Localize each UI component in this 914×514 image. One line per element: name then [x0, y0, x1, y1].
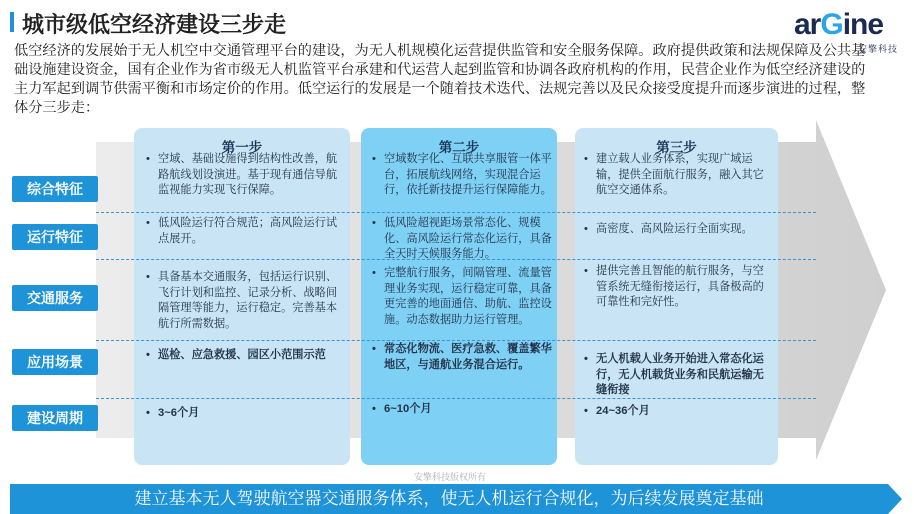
step2-operation-cell: • 低风险超视距场景常态化、规模化、高风险运行常态化运行，具备全天时天候服务能力。	[372, 217, 552, 260]
step2-period-cell: • 6~10个月	[372, 403, 432, 415]
step3-application-cell: • 无人机载人业务开始进入常态化运行，无人机载货业务和民航运输无缝衔接	[584, 353, 764, 396]
step1-period-cell: • 3~6个月	[146, 407, 200, 419]
row-label-build-period: 建设周期	[12, 405, 98, 431]
step3-period-cell: • 24~36个月	[584, 405, 650, 417]
step1-overall-cell: • 空域、基础设施得到结构性改善，航路航线划设演进。基于现有通信导航监视能力实现飞行保障。	[146, 153, 338, 196]
step1-traffic-cell: • 具备基本交通服务，包括运行识别、飞行计划和监控、记录分析、战略间隔管理等能力，运行稳定。完善基本航行所需数据。	[146, 271, 338, 330]
step2-overall-cell: • 空域数字化、互联共享服管一体平台，拓展航线网络，实现混合运行，依托新技提升运行保障能力。	[372, 153, 552, 196]
row-label-traffic-service: 交通服务	[12, 285, 98, 311]
step3-overall-cell: • 建立载人业务体系，实现广域运输，提供全面航行服务，融入其它航空交通体系。	[584, 153, 764, 196]
step3-operation-cell: • 高密度、高风险运行全面实现。	[584, 223, 753, 235]
logo-wordmark: arGine	[794, 8, 884, 41]
conclusion-banner: 建立基本无人驾驶航空器交通服务体系，使无人机运行合规化，为后续发展奠定基础	[10, 484, 888, 514]
step3-title: 第三步	[656, 140, 697, 155]
title-accent-bar	[10, 12, 14, 32]
row-divider	[96, 340, 816, 341]
step1-application-cell: • 巡检、应急救援、园区小范围示范	[146, 349, 326, 361]
row-label-operation: 运行特征	[12, 224, 98, 250]
copyright-watermark: 安擎科技版权所有	[414, 472, 487, 482]
logo-subtitle: 安擎科技	[857, 44, 898, 54]
row-divider	[96, 212, 816, 213]
step2-application-cell: • 常态化物流、医疗急救、覆盖繁华地区，与通航业务混合运行。	[372, 343, 552, 371]
banner-arrow-tip	[888, 484, 902, 514]
step2-title: 第二步	[438, 140, 480, 155]
row-label-overall: 综合特征	[12, 176, 98, 202]
step3-traffic-cell: • 提供完善且智能的航行服务，与空管系统无缝衔接运行，具备极高的可靠性和完好性。	[584, 265, 764, 308]
row-label-application: 应用场景	[12, 349, 98, 375]
intro-paragraph: 低空经济的发展始于无人机空中交通管理平台的建设，为无人机规模化运营提供监管和安全服务保障。政府提供政策和法规保障及公共基础设施建设资金，国有企业作为省市级无人机监管平台承建和代运营人起到监管和协调各政府机构的作用，民营企业作为低空经济建设的主力军起到调节供需平衡和市场定价的作用。低空运行的发展是一个随着技术迭代、法规完善以及民众接受度提升而逐步演进的过程，整体分三步走：	[14, 43, 866, 116]
page-title: 城市级低空经济建设三步走	[22, 12, 287, 37]
step2-traffic-cell: • 完整航行服务，间隔管理、流量管理业务实现，运行稳定可靠，具备更完善的地面通信、助航、监控设施。动态数据助力运行管理。	[372, 267, 552, 326]
title-bar	[0, 0, 914, 40]
step1-title: 第一步	[221, 140, 263, 155]
step1-operation-cell: • 低风险运行符合规范；高风险运行试点展开。	[146, 217, 338, 245]
